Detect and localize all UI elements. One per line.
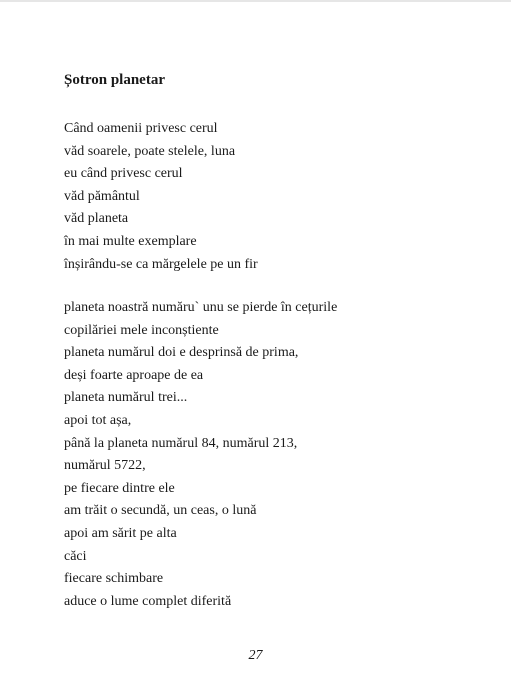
verse-line: apoi am sărit pe alta [64, 525, 177, 541]
top-edge-rule [0, 0, 511, 2]
verse-line: numărul 5722, [64, 458, 146, 474]
verse-line: planeta numărul doi e desprinsă de prima, [64, 345, 299, 361]
verse-line: pe fiecare dintre ele [64, 480, 175, 496]
verse-line: văd planeta [64, 211, 129, 227]
verse-line: planeta noastră număru` unu se pierde în cețurile [64, 300, 338, 315]
verse-line: aduce o lume complet diferită [64, 593, 232, 609]
verse-line: în mai multe exemplare [64, 233, 197, 249]
verse-line: fiecare schimbare [64, 571, 164, 587]
verse-line: planeta numărul trei... [64, 390, 188, 406]
verse-line: văd soarele, poate stelele, luna [64, 143, 236, 159]
poem-title: Șotron planetar [64, 72, 165, 88]
stanza-1 [64, 118, 258, 276]
verse-line: copilăriei mele inconștiente [64, 322, 219, 338]
verse-line: văd pământul [64, 188, 140, 204]
verse-line: eu când privesc cerul [64, 166, 183, 182]
verse-line: am trăit o secundă, un ceas, o lună [64, 503, 257, 519]
verse-line: apoi tot așa, [64, 412, 132, 428]
verse-line: deși foarte aproape de ea [64, 367, 204, 383]
verse-line: până la planeta numărul 84, numărul 213, [64, 435, 298, 451]
page-number: 27 [248, 648, 263, 663]
verse-line: înșirându-se ca mărgelele pe un fir [64, 256, 258, 272]
verse-line: Când oamenii privesc cerul [64, 121, 218, 136]
stanza-2 [64, 297, 337, 613]
verse-line: căci [64, 548, 87, 564]
